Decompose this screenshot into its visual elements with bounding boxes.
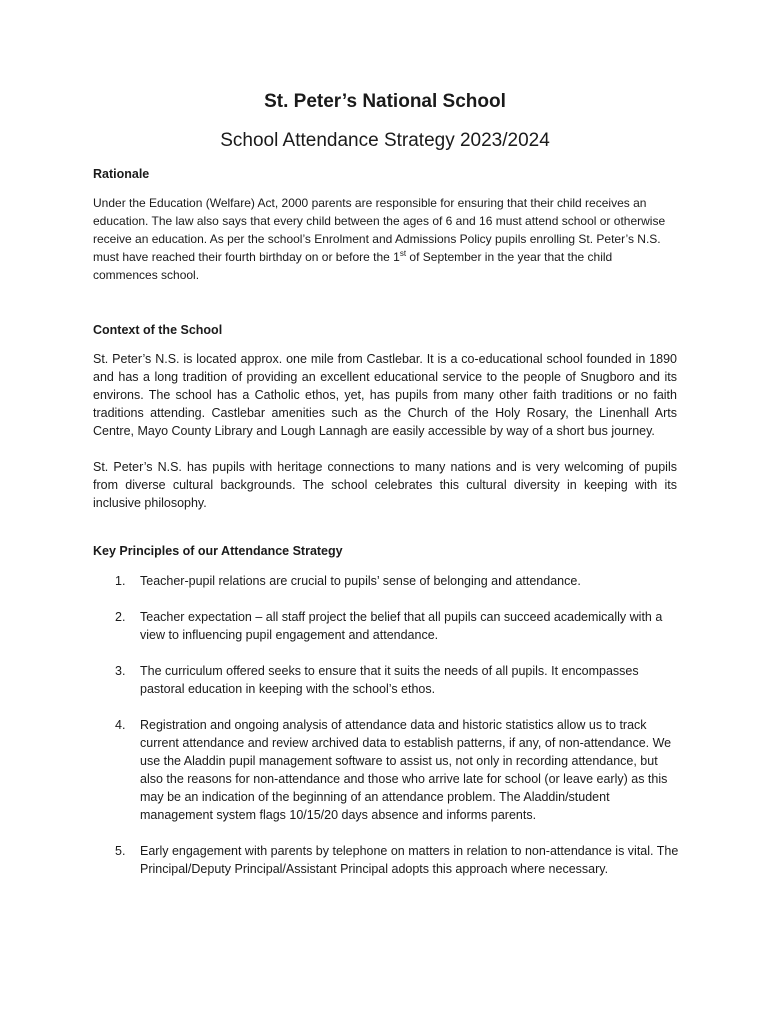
context-paragraph-2: St. Peter’s N.S. has pupils with heritage connections to many nations and is very welcoming of pupils from diverse cultural backgrounds. The school celebrates this cultural diversity in keeping with its inclusive philosophy. [93,460,677,510]
principles-list [93,572,683,896]
rationale-paragraph [93,194,675,284]
list-item-number: 3. [115,664,126,678]
rationale-heading: Rationale [93,167,150,181]
list-item [93,608,683,644]
list-item [93,572,683,590]
rationale-text-part1: Under the Education (Welfare) Act, 2000 parents are responsible for ensuring that their child receives an education. The law also says that every child between the ages of 6 and 16 must attend school or otherwise receive an education. As per the school’s Enrolment and Admissions Policy pupils enrolling St. Peter’s N.S. must have reached their fourth birthday on or before the 1 [93,196,666,264]
list-item-number: 5. [115,844,126,858]
rationale-superscript: st [399,249,407,258]
document-title: School Attendance Strategy 2023/2024 [220,130,550,151]
context-heading: Context of the School [93,323,223,337]
rationale-text-part2: of September in the year that the child commences school. [93,250,613,282]
list-item [93,842,683,878]
principles-heading: Key Principles of our Attendance Strategy [93,544,343,558]
list-item-number: 2. [115,610,126,624]
list-item-text: Registration and ongoing analysis of attendance data and historic statistics allow us to track current attendance and review archived data to establish patterns, if any, of non-attendance. We use the Aladdin pupil management software to assist us, not only in recording attendance, but also the reasons for non-attendance and those who arrive late for school (or leave early) as this may be an indication of the beginning of an attendance problem. The Aladdin/student management system flags 10/15/20 days absence and informs parents. [140,718,672,822]
list-item-text: Early engagement with parents by telephone on matters in relation to non-attendance is vital. The Principal/Deputy Principal/Assistant Principal adopts this approach where necessary. [140,844,679,876]
list-item [93,662,683,698]
list-item [93,716,683,824]
list-item-text: Teacher expectation – all staff project the belief that all pupils can succeed academically with a view to influencing pupil engagement and attendance. [140,610,663,642]
list-item-number: 1. [115,574,126,588]
context-paragraph-1: St. Peter’s N.S. is located approx. one mile from Castlebar. It is a co-educational school founded in 1890 and has a long tradition of providing an excellent educational service to the people of Snugboro and its environs. The school has a Catholic ethos, yet, has pupils from many other faith traditions or no faith traditions attending. Castlebar amenities such as the Church of the Holy Rosary, the Linenhall Arts Centre, Mayo County Library and Lough Lannagh are easily accessible by way of a short bus journey. [93,352,677,438]
list-item-number: 4. [115,718,126,732]
school-name-title: St. Peter’s National School [264,91,506,112]
list-item-text: The curriculum offered seeks to ensure that it suits the needs of all pupils. It encompasses pastoral education in keeping with the school’s ethos. [140,664,639,696]
list-item-text: Teacher-pupil relations are crucial to pupils’ sense of belonging and attendance. [140,574,581,588]
